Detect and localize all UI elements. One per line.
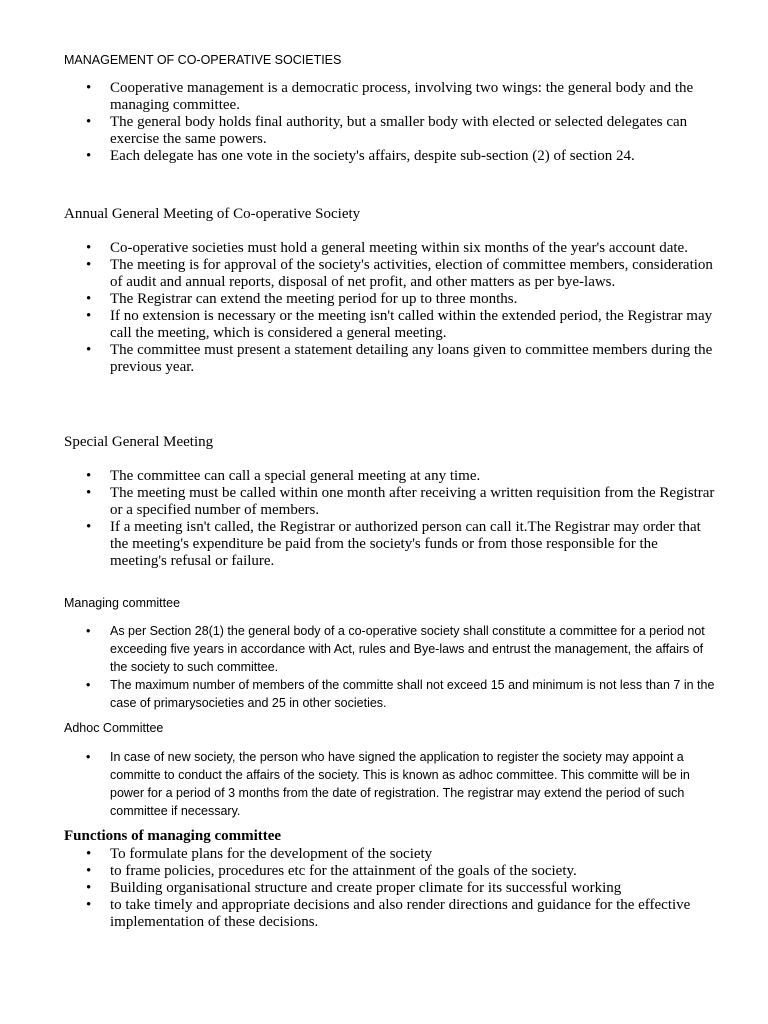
list-item: • Each delegate has one vote in the society's affairs, despite sub-section (2) of section 24. <box>86 148 635 164</box>
list-item: • The committee must present a statement detailing any loans given to committee members during the previous year. <box>86 342 713 375</box>
bullet-icon: • <box>86 257 92 273</box>
bullet-icon: • <box>86 240 92 256</box>
bullet-icon: • <box>86 148 92 164</box>
list-item: • to frame policies, procedures etc for the attainment of the goals of the society. <box>86 863 577 879</box>
bullet-icon: • <box>86 863 92 879</box>
list-item: • In case of new society, the person who have signed the application to register the society may appoint a committe to conduct the affairs of the society. This is known as adhoc committee. This committe will be in power for a period of 3 months from the date of registration. The registrar may extend the period of such committee if necessary. <box>86 750 690 818</box>
list-item: • The meeting must be called within one month after receiving a written requisition from the Registrar or a specified number of members. <box>86 485 715 518</box>
list-item: • The meeting is for approval of the society's activities, election of committee members, consideration of audit and annual reports, disposal of net profit, and other matters as per bye-laws. <box>86 257 713 290</box>
bullet-icon: • <box>86 624 91 638</box>
list-item: • Building organisational structure and create proper climate for its successful working <box>86 880 622 896</box>
section-title-managing-committee: Managing committee <box>64 596 181 610</box>
list-item: • If a meeting isn't called, the Registrar or authorized person can call it.The Registrar may order that the meeting's expenditure be paid from the society's funds or from those responsible for the meeting's refusal or failure. <box>86 519 701 569</box>
list-item: • to take timely and appropriate decisions and also render directions and guidance for the effective implementation of these decisions. <box>86 897 691 930</box>
bullet-icon: • <box>86 114 92 130</box>
bullet-icon: • <box>86 846 92 862</box>
functions-bullet-list <box>0 846 768 931</box>
list-item: • Cooperative management is a democratic process, involving two wings: the general body and the managing committee. <box>86 80 694 113</box>
section-title-management: MANAGEMENT OF CO-OPERATIVE SOCIETIES <box>64 53 342 67</box>
list-item: • The committee can call a special general meeting at any time. <box>86 468 481 484</box>
list-item: • As per Section 28(1) the general body of a co-operative society shall constitute a committee for a period not exceeding five years in accordance with Act, rules and Bye-laws and entrust the management, the affairs of the society to such committee. <box>86 624 705 674</box>
section-title-functions-of-managing-committee: Functions of managing committee <box>64 828 282 844</box>
managing-committee-bullet-list <box>0 622 768 712</box>
list-item: • The general body holds final authority, but a smaller body with elected or selected delegates can exercise the same powers. <box>86 114 688 147</box>
list-item: • The Registrar can extend the meeting period for up to three months. <box>86 291 518 307</box>
bullet-icon: • <box>86 880 92 896</box>
list-item: • If no extension is necessary or the meeting isn't called within the extended period, the Registrar may call the meeting, which is considered a general meeting. <box>86 308 713 341</box>
bullet-icon: • <box>86 519 92 535</box>
list-item: • To formulate plans for the development of the society <box>86 846 433 862</box>
bullet-icon: • <box>86 468 92 484</box>
bullet-icon: • <box>86 291 92 307</box>
bullet-icon: • <box>86 342 92 358</box>
annual-meeting-bullet-list <box>0 240 768 376</box>
section-title-adhoc-committee: Adhoc Committee <box>64 721 164 735</box>
bullet-icon: • <box>86 308 92 324</box>
bullet-icon: • <box>86 678 91 692</box>
special-meeting-bullet-list <box>0 468 768 570</box>
section-title-special-general-meeting: Special General Meeting <box>64 434 214 450</box>
bullet-icon: • <box>86 80 92 96</box>
management-bullet-list <box>0 80 768 165</box>
bullet-icon: • <box>86 897 92 913</box>
list-item: • Co-operative societies must hold a general meeting within six months of the year's account date. <box>86 240 688 256</box>
adhoc-committee-bullet-list <box>0 748 768 820</box>
bullet-icon: • <box>86 485 92 501</box>
section-title-annual-general-meeting: Annual General Meeting of Co-operative Society <box>64 206 361 222</box>
list-item: • The maximum number of members of the committe shall not exceed 15 and minimum is not less than 7 in the case of primarysocieties and 25 in other societies. <box>86 678 715 710</box>
bullet-icon: • <box>86 750 91 764</box>
